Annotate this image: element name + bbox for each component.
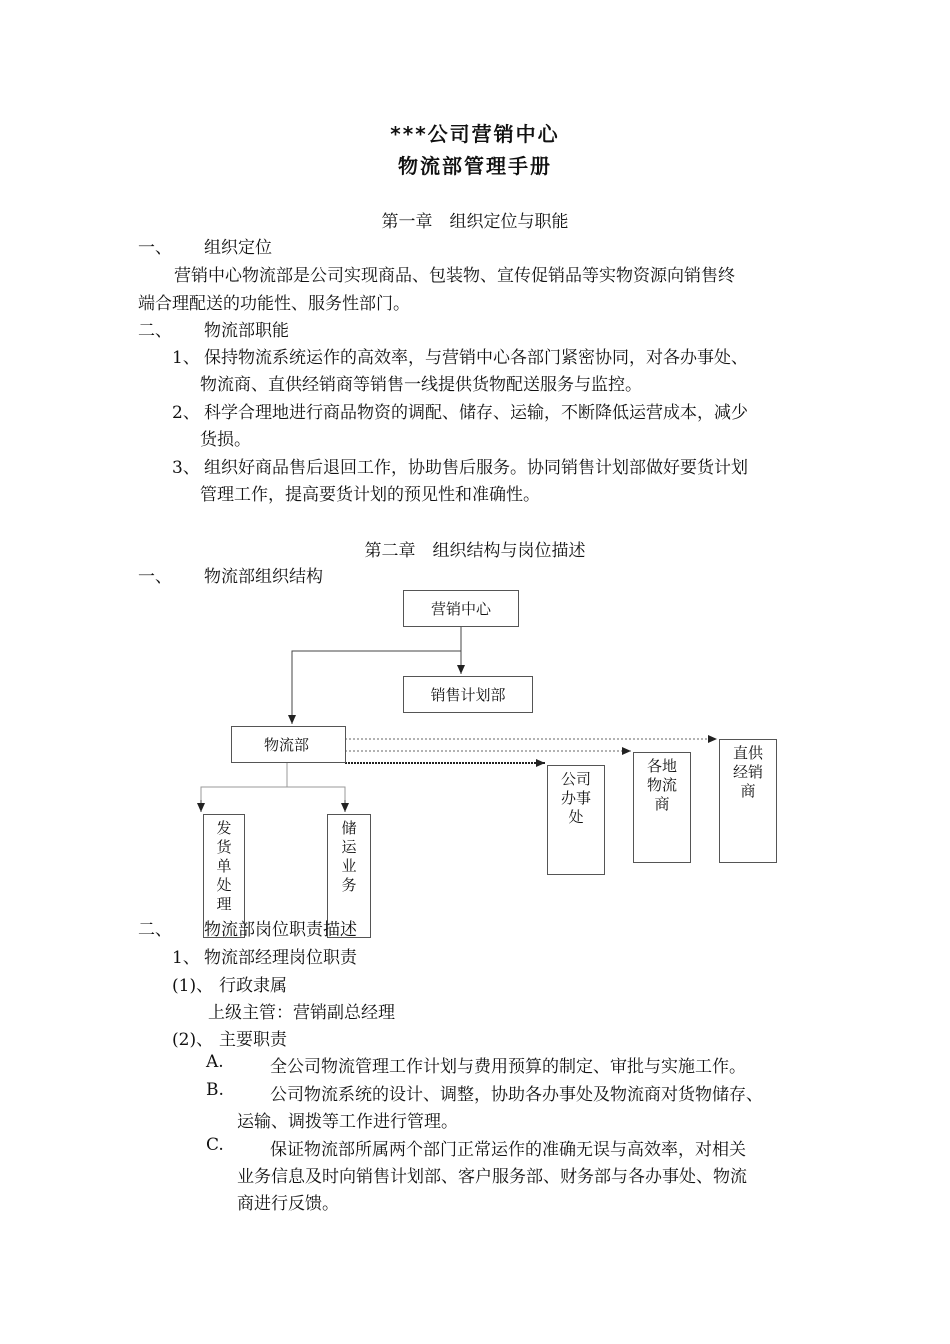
ch1-item3-line2: 管理工作，提高要货计划的预见性和准确性。	[200, 485, 540, 505]
org-storage-char: 业	[341, 857, 357, 875]
org-box-direct-dealers	[719, 739, 777, 863]
org-box-marketing-center	[403, 590, 519, 627]
ch1-item2-line2: 货损。	[200, 430, 251, 450]
org-box-local-logistics	[633, 752, 691, 863]
ch2-s1-title: 物流部组织结构	[204, 567, 323, 587]
org-local-line: 商	[654, 795, 670, 813]
duty-c-line1: 保证物流部所属两个部门正常运作的准确无误与高效率，对相关	[270, 1140, 746, 1160]
org-office-line: 公司	[560, 770, 591, 788]
ch1-s1-num: 一、	[138, 238, 172, 258]
org-direct-line: 商	[740, 782, 756, 800]
org-box-logistics	[231, 726, 346, 763]
org-shipping-char: 处	[216, 876, 232, 894]
org-shipping-char: 发	[216, 819, 232, 837]
ch1-s1-title: 组织定位	[204, 238, 272, 258]
ch2-p1-title: 行政隶属	[219, 976, 287, 996]
ch2-sub1-num: 1、	[172, 948, 200, 968]
duty-c-line3: 商进行反馈。	[237, 1194, 339, 1214]
org-storage-char: 储	[341, 819, 357, 837]
org-shipping-char: 货	[216, 838, 232, 856]
ch1-s1-para-line1: 营销中心物流部是公司实现商品、包装物、宣传促销品等实物资源向销售终	[174, 266, 735, 286]
org-label-logistics: 物流部	[264, 736, 310, 754]
duty-a-num: A.	[206, 1052, 224, 1072]
ch1-item3-num: 3、	[172, 458, 200, 478]
ch1-s1-para-line2: 端合理配送的功能性、服务性部门。	[138, 294, 410, 314]
chapter1-heading: 第一章 组织定位与职能	[381, 212, 569, 232]
ch1-item1-line2: 物流商、直供经销商等销售一线提供货物配送服务与监控。	[200, 375, 642, 395]
ch2-s2-num: 二、	[138, 920, 172, 940]
org-box-sales-planning	[403, 676, 533, 713]
org-office-line: 处	[568, 808, 584, 826]
org-direct-line: 直供	[732, 744, 763, 762]
ch2-sub1-title: 物流部经理岗位职责	[204, 948, 357, 968]
org-storage-char: 运	[341, 838, 357, 856]
org-office-line: 办事	[560, 789, 591, 807]
duty-c-line2: 业务信息及时向销售计划部、客户服务部、财务部与各办事处、物流	[237, 1167, 747, 1187]
duty-a-line1: 全公司物流管理工作计划与费用预算的制定、审批与实施工作。	[270, 1057, 746, 1077]
org-shipping-char: 理	[216, 895, 232, 913]
duty-b-line2: 运输、调拨等工作进行管理。	[237, 1112, 458, 1132]
ch2-p1-num: (1)、	[172, 976, 214, 996]
ch1-s2-title: 物流部职能	[204, 321, 289, 341]
doc-title-line2: 物流部管理手册	[398, 154, 552, 178]
org-storage-char: 务	[341, 876, 357, 894]
duty-b-num: B.	[206, 1080, 224, 1100]
chapter2-heading: 第二章 组织结构与岗位描述	[364, 541, 586, 561]
duty-b-line1: 公司物流系统的设计、调整，协助各办事处及物流商对货物储存、	[270, 1085, 763, 1105]
ch2-supervisor: 上级主管：营销副总经理	[208, 1003, 395, 1023]
org-box-office	[547, 765, 605, 875]
ch1-item3-line1: 组织好商品售后退回工作，协助售后服务。协同销售计划部做好要货计划	[204, 458, 748, 478]
org-shipping-char: 单	[216, 857, 232, 875]
ch1-s2-num: 二、	[138, 321, 172, 341]
ch2-s1-num: 一、	[138, 567, 172, 587]
doc-title-line1: ***公司营销中心	[390, 122, 560, 146]
org-label-marketing-center: 营销中心	[430, 600, 491, 618]
duty-c-num: C.	[206, 1135, 224, 1155]
ch1-item1-num: 1、	[172, 348, 200, 368]
ch1-item2-line1: 科学合理地进行商品物资的调配、储存、运输，不断降低运营成本，减少	[204, 403, 748, 423]
ch1-item2-num: 2、	[172, 403, 200, 423]
org-label-sales-planning: 销售计划部	[430, 686, 506, 704]
ch2-s2-title: 物流部岗位职责描述	[204, 920, 357, 940]
ch2-p2-title: 主要职责	[219, 1030, 287, 1050]
org-local-line: 物流	[646, 776, 677, 794]
ch1-item1-line1: 保持物流系统运作的高效率，与营销中心各部门紧密协同，对各办事处、	[204, 348, 748, 368]
org-direct-line: 经销	[732, 763, 763, 781]
org-local-line: 各地	[646, 757, 677, 775]
ch2-p2-num: (2)、	[172, 1030, 214, 1050]
